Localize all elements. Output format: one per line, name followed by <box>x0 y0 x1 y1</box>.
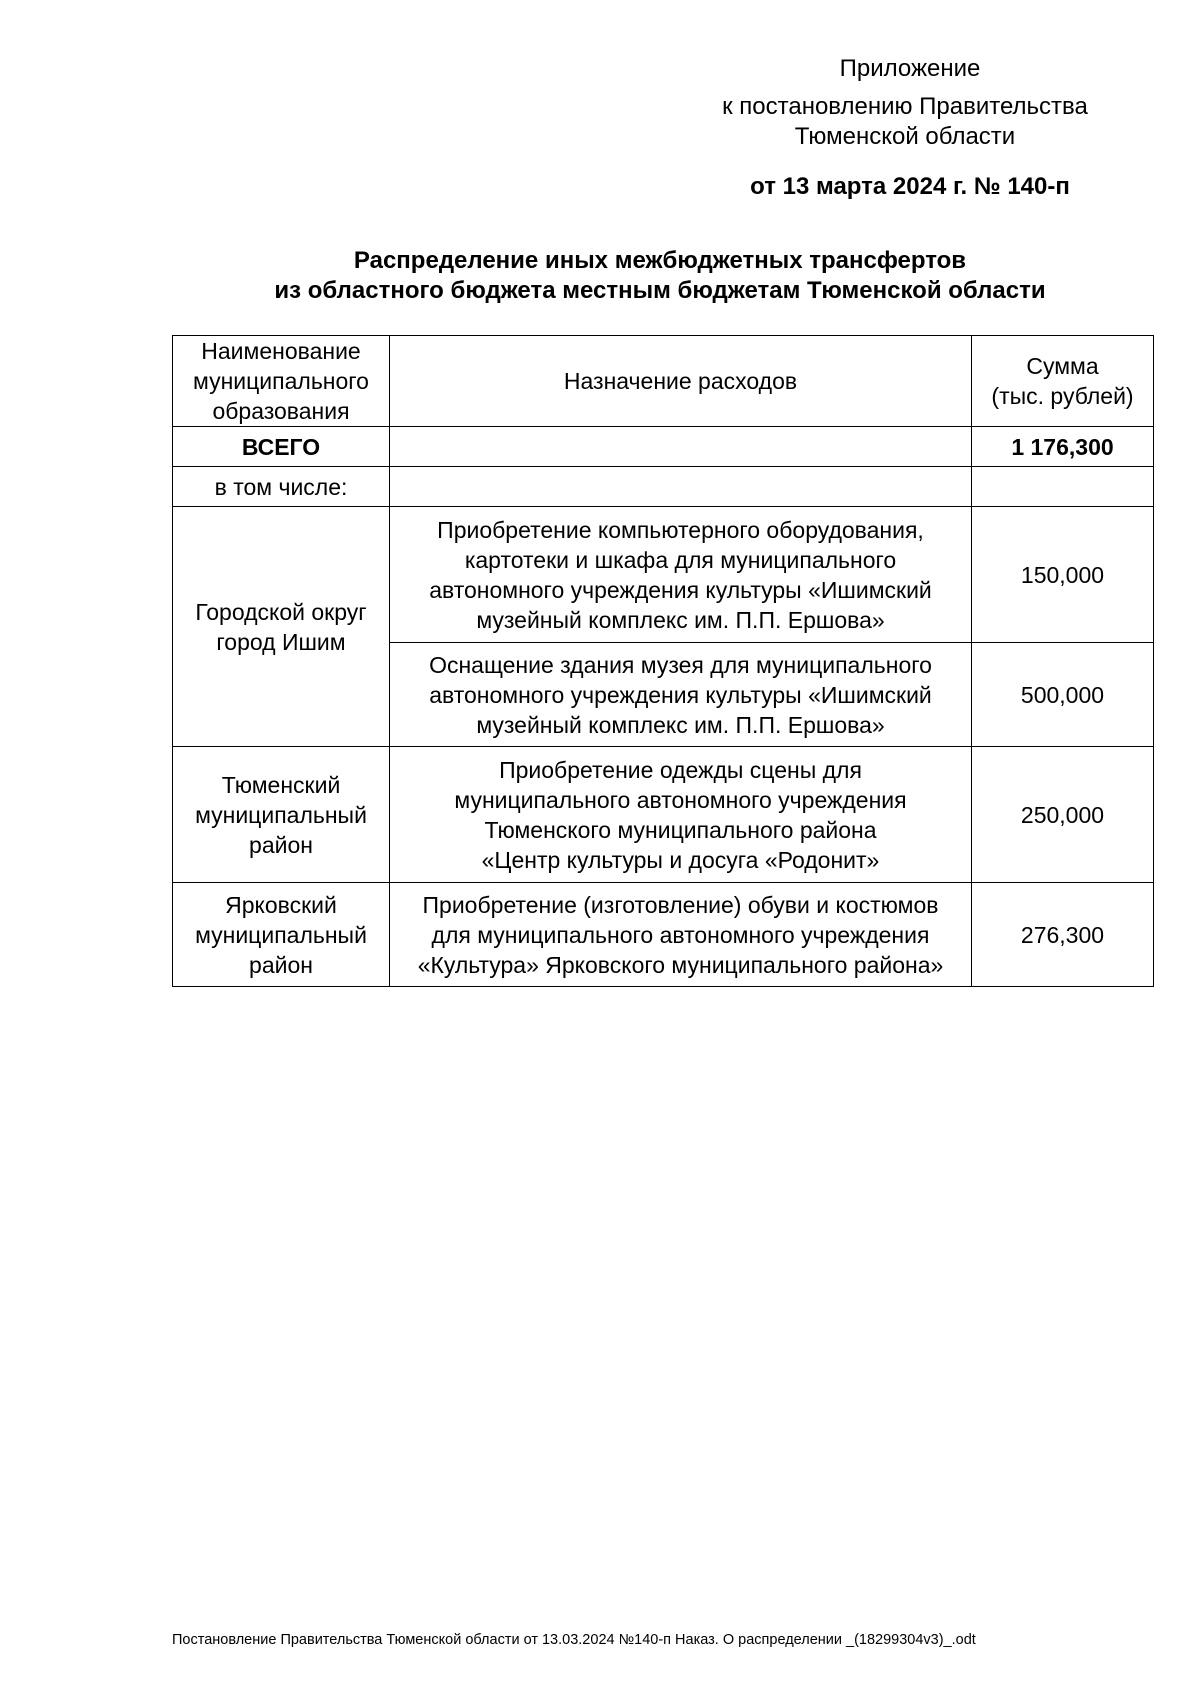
total-row <box>173 427 1154 467</box>
row-municipality-yarkovo: Ярковский муниципальный район <box>173 883 390 987</box>
title-line-1: Распределение иных межбюджетных трансфертов <box>353 247 967 274</box>
header-name: Наименование муниципального образования <box>173 336 390 427</box>
header-amount: Сумма (тыс. рублей) <box>972 336 1154 427</box>
row-amount: 250,000 <box>972 747 1154 883</box>
table-header-row <box>173 336 1154 427</box>
title-line-2: из областного бюджета местным бюджетам Тюменской области <box>274 277 1046 304</box>
row-amount: 150,000 <box>972 507 1154 643</box>
header-purpose: Назначение расходов <box>390 336 972 427</box>
document-title <box>170 246 1150 306</box>
row-purpose: Приобретение одежды сцены для муниципального автономного учреждения Тюменского муниципального района «Центр культуры и досуга «Родонит» <box>390 747 972 883</box>
including-row <box>173 467 1154 507</box>
including-empty-amount <box>972 467 1154 507</box>
table-row <box>173 747 1154 883</box>
transfers-table <box>172 335 1154 987</box>
document-footer: Постановление Правительства Тюменской области от 13.03.2024 №140-п Наказ. О распределении _(18299304v3)_.odt <box>172 1632 976 1648</box>
row-purpose: Оснащение здания музея для муниципального автономного учреждения культуры «Ишимский музейный комплекс им. П.П. Ершова» <box>390 643 972 747</box>
row-amount: 500,000 <box>972 643 1154 747</box>
table-row <box>173 507 1154 643</box>
row-purpose: Приобретение компьютерного оборудования, картотеки и шкафа для муниципального автономного учреждения культуры «Ишимский музейный комплекс им. П.П. Ершова» <box>390 507 972 643</box>
row-purpose: Приобретение (изготовление) обуви и костюмов для муниципального автономного учреждения «Культура» Ярковского муниципального района» <box>390 883 972 987</box>
including-empty <box>390 467 972 507</box>
total-label: ВСЕГО <box>173 427 390 467</box>
annex-region: Тюменской области <box>794 123 1016 150</box>
annex-reference: к постановлению Правительства <box>722 93 1088 120</box>
table-row <box>173 883 1154 987</box>
including-label: в том числе: <box>173 467 390 507</box>
total-purpose-empty <box>390 427 972 467</box>
total-amount: 1 176,300 <box>972 427 1154 467</box>
row-municipality-ishim: Городской округ город Ишим <box>173 507 390 747</box>
annex-date-number: от 13 марта 2024 г. № 140-п <box>750 173 1070 200</box>
row-municipality-tyumen: Тюменский муниципальный район <box>173 747 390 883</box>
row-amount: 276,300 <box>972 883 1154 987</box>
annex-label: Приложение <box>839 55 981 82</box>
